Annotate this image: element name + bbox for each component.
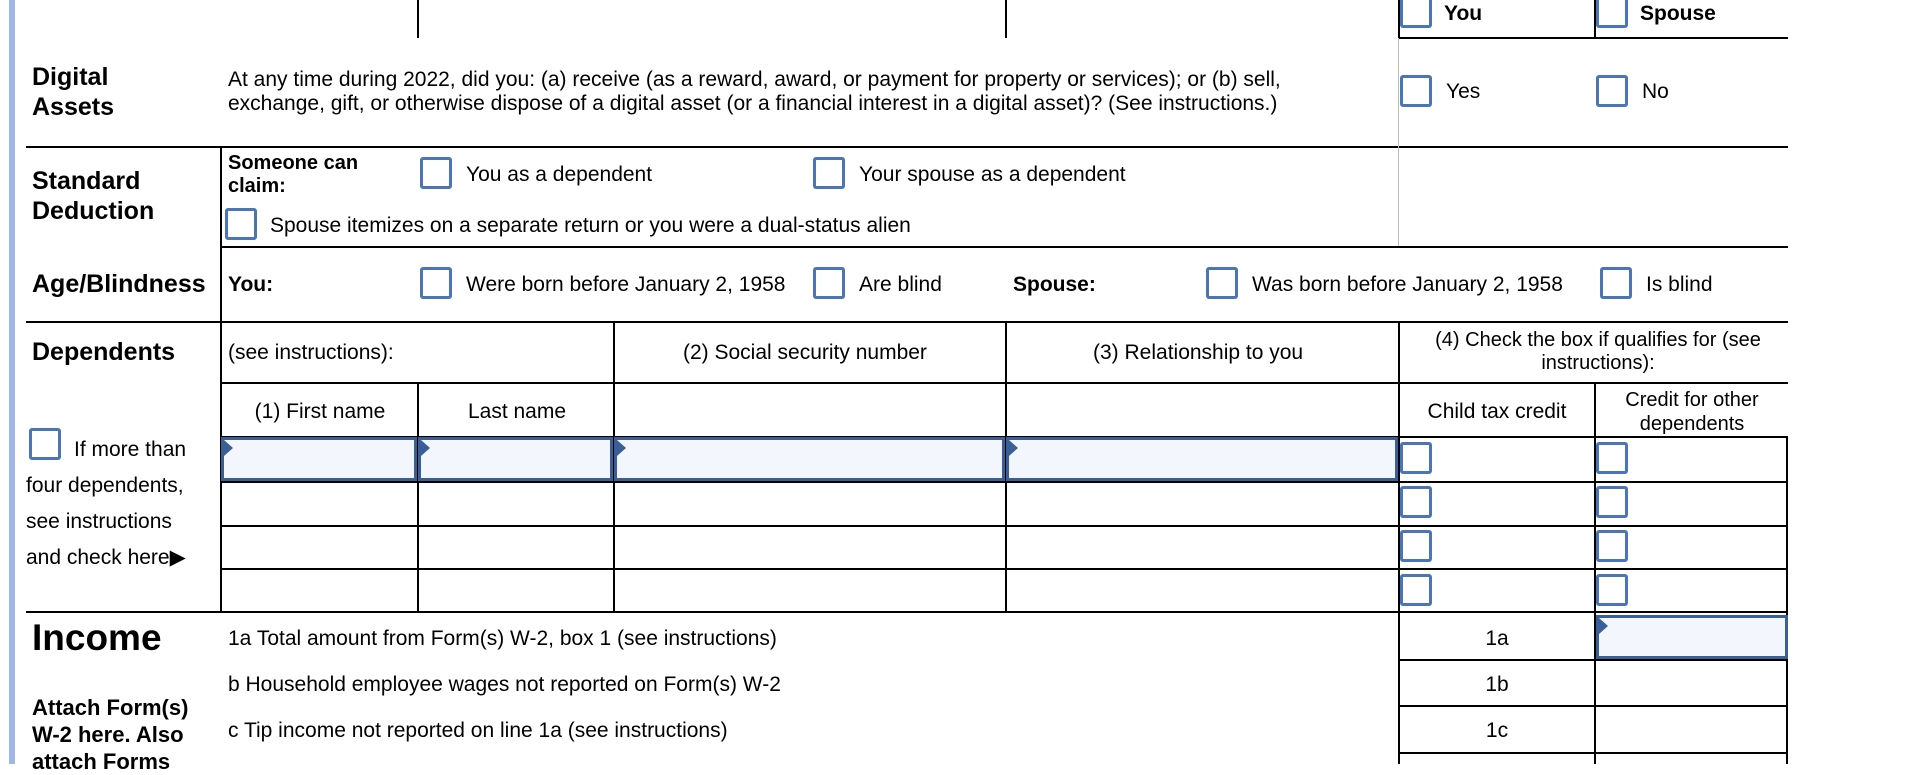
digital-assets-yes-checkbox[interactable] [1400, 75, 1432, 107]
row-divider [1398, 752, 1788, 754]
digital-assets-no-checkbox[interactable] [1596, 75, 1628, 107]
digital-assets-title: Digital Assets [32, 63, 114, 121]
row-divider [220, 246, 1788, 248]
income-title: Income [32, 617, 162, 658]
you-label-top: You [1444, 2, 1483, 25]
row-divider [220, 525, 1788, 527]
spouse-itemizes-checkbox[interactable] [225, 208, 257, 240]
income-line-1c-code: 1c [1485, 719, 1509, 742]
row-divider [220, 568, 1788, 570]
col-first-name-header: (1) First name [254, 400, 386, 423]
row-divider [1398, 37, 1788, 39]
dependent-1-ssn-input[interactable] [614, 437, 1005, 481]
row-divider [26, 146, 1788, 148]
dependent-1-first-name-input[interactable] [221, 437, 417, 481]
left-margin-bar [9, 0, 15, 764]
spouse-born-before-checkbox[interactable] [1206, 267, 1238, 299]
you-born-before-label: Were born before January 2, 1958 [466, 273, 786, 296]
row-divider [220, 481, 1788, 483]
dependent-4-other-credit-checkbox[interactable] [1596, 574, 1628, 606]
someone-can-claim-label: Someone can claim: [228, 152, 359, 197]
income-line-1a-code: 1a [1485, 627, 1509, 650]
income-attach-note: Attach Form(s) W-2 here. Also attach Forms [32, 695, 189, 774]
grid-line [417, 382, 419, 611]
you-as-dependent-label: You as a dependent [466, 163, 653, 186]
dependent-1-other-credit-checkbox[interactable] [1596, 442, 1628, 474]
dependent-2-other-credit-checkbox[interactable] [1596, 486, 1628, 518]
grid-line [1786, 437, 1788, 764]
col-child-credit-header: Child tax credit [1427, 400, 1567, 423]
grid-line [220, 146, 222, 611]
row-divider [26, 321, 1788, 323]
you-checkbox-top[interactable] [1400, 0, 1432, 28]
col-other-credit-header: Credit for other dependents [1625, 389, 1759, 435]
you-blind-checkbox[interactable] [813, 267, 845, 299]
dependents-title: Dependents [32, 338, 176, 366]
spouse-itemizes-label: Spouse itemizes on a separate return or you were a dual-status alien [270, 214, 911, 237]
dependent-3-child-credit-checkbox[interactable] [1400, 530, 1432, 562]
dependent-2-child-credit-checkbox[interactable] [1400, 486, 1432, 518]
row-divider [26, 611, 1788, 613]
income-line-1b-input[interactable] [1596, 661, 1786, 705]
digital-assets-yes-label: Yes [1446, 80, 1481, 103]
dependent-1-relationship-input[interactable] [1006, 437, 1398, 481]
spouse-blind-checkbox[interactable] [1600, 267, 1632, 299]
income-line-1b-text: b Household employee wages not reported on Form(s) W-2 [228, 673, 781, 696]
grid-line [1398, 146, 1399, 246]
spouse-label-top: Spouse [1640, 2, 1716, 25]
row-divider [220, 382, 1788, 384]
col-ssn-header: (2) Social security number [683, 341, 927, 364]
income-line-1b-code: 1b [1485, 673, 1509, 696]
dependent-1-child-credit-checkbox[interactable] [1400, 442, 1432, 474]
spouse-checkbox-top[interactable] [1596, 0, 1628, 28]
spouse-as-dependent-checkbox[interactable] [813, 157, 845, 189]
grid-line [1398, 38, 1399, 146]
spouse-blind-label: Is blind [1646, 273, 1713, 296]
you-blind-label: Are blind [859, 273, 942, 296]
col-check-header: (4) Check the box if qualifies for (see instructions): [1435, 329, 1761, 374]
col-relationship-header: (3) Relationship to you [1093, 341, 1304, 364]
grid-line [417, 0, 419, 38]
dependent-4-child-credit-checkbox[interactable] [1400, 574, 1432, 606]
dependents-see-instructions: (see instructions): [228, 341, 394, 364]
dependent-1-last-name-input[interactable] [418, 437, 613, 481]
age-blindness-title: Age/Blindness [32, 270, 206, 298]
income-line-1c-input[interactable] [1596, 707, 1786, 751]
income-line-1a-input[interactable] [1596, 615, 1788, 659]
spouse-born-before-label: Was born before January 2, 1958 [1252, 273, 1563, 296]
digital-assets-question: At any time during 2022, did you: (a) receive (as a reward, award, or payment for property or services); or (b) sell, exchange, gift, or otherwise dispose of a digital asset (or a financial interest in a digital asset)? (See instructions.) [228, 68, 1281, 115]
digital-assets-no-label: No [1642, 80, 1669, 103]
col-last-name-header: Last name [467, 400, 567, 423]
standard-deduction-title: Standard Deduction [32, 167, 155, 225]
grid-line [1005, 0, 1007, 38]
income-line-1c-text: c Tip income not reported on line 1a (see instructions) [228, 719, 728, 742]
you-as-dependent-checkbox[interactable] [420, 157, 452, 189]
spouse-as-dependent-label: Your spouse as a dependent [859, 163, 1126, 186]
income-line-1a-text: 1a Total amount from Form(s) W-2, box 1 (see instructions) [228, 627, 777, 650]
age-you-label: You: [228, 273, 274, 296]
age-spouse-label: Spouse: [1013, 273, 1096, 296]
dependent-3-other-credit-checkbox[interactable] [1596, 530, 1628, 562]
more-than-four-label: If more than four dependents, see instructions and check here▶ [26, 438, 187, 569]
you-born-before-checkbox[interactable] [420, 267, 452, 299]
